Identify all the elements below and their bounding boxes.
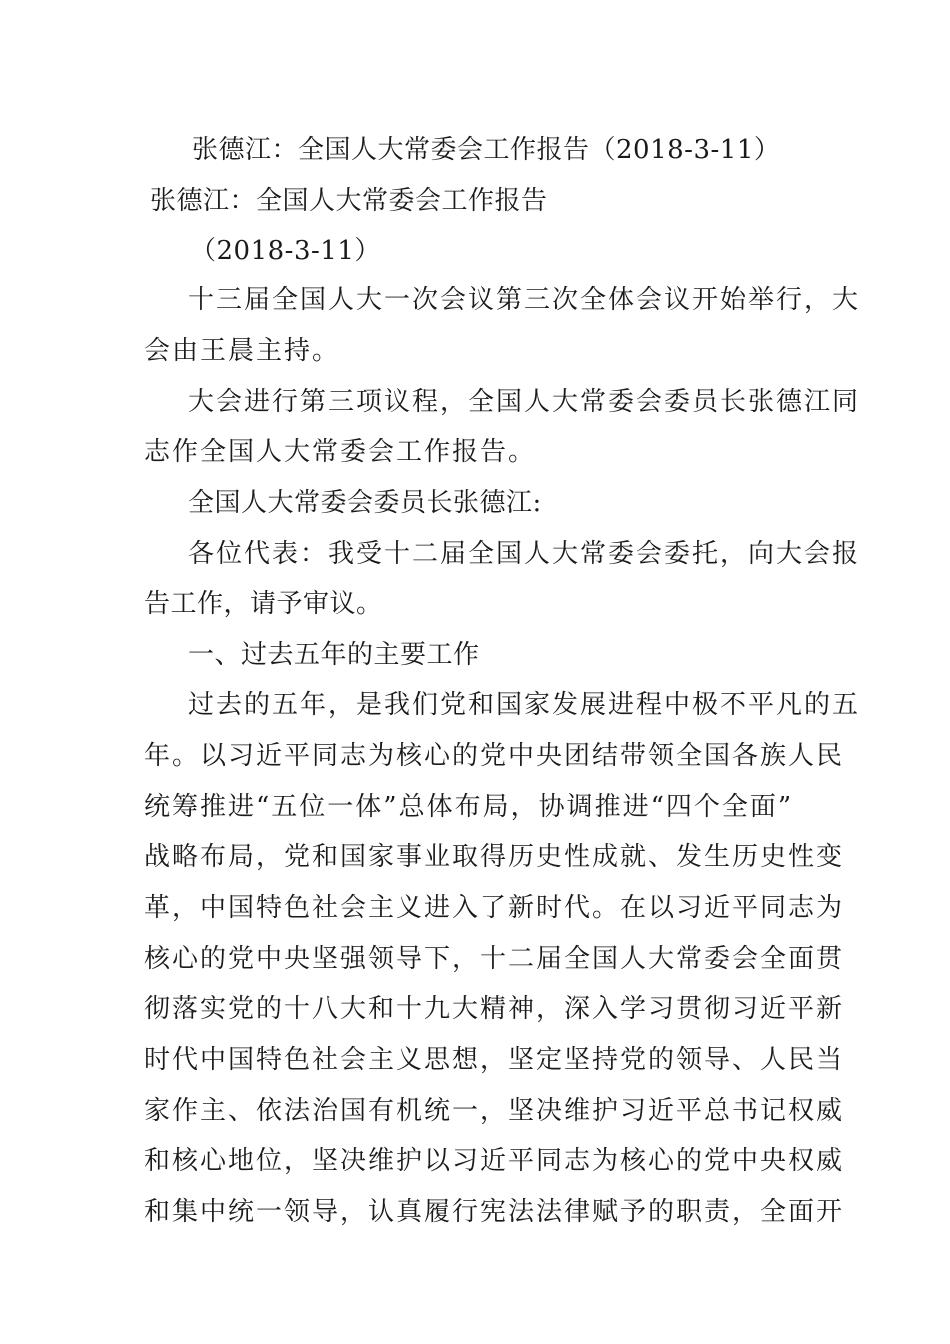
paragraph-line: 战略布局，党和国家事业取得历史性成就、发生历史性变 <box>144 842 845 872</box>
paragraph-line: 大会进行第三项议程，全国人大常委会委员长张德江同 <box>188 387 861 417</box>
paragraph-line: 告工作，请予审议。 <box>144 589 383 619</box>
paragraph-line: 家作主、依法治国有机统一，坚决维护习近平总书记权威 <box>144 1096 845 1126</box>
paragraph-line: 过去的五年，是我们党和国家发展进程中极不平凡的五 <box>188 690 861 720</box>
paragraph-line: 时代中国特色社会主义思想，坚定坚持党的领导、人民当 <box>144 1045 845 1075</box>
document-title-line: 张德江：全国人大常委会工作报告（2018-3-11） <box>192 135 781 165</box>
paragraph-line: 年。以习近平同志为核心的党中央团结带领全国各族人民 <box>144 741 845 771</box>
paragraph-line: 志作全国人大常委会工作报告。 <box>144 437 537 467</box>
paragraph-line: 各位代表：我受十二届全国人大常委会委托，向大会报 <box>188 539 861 569</box>
paragraph-line: 革，中国特色社会主义进入了新时代。在以习近平同志为 <box>144 893 845 923</box>
paragraph-line: 和核心地位，坚决维护以习近平同志为核心的党中央权威 <box>144 1146 845 1176</box>
paragraph-line: 十三届全国人大一次会议第三次全体会议开始举行，大 <box>188 285 861 315</box>
paragraph-line: 核心的党中央坚强领导下，十二届全国人大常委会全面贯 <box>144 944 845 974</box>
paragraph-line: 和集中统一领导，认真履行宪法法律赋予的职责，全面开 <box>144 1197 845 1227</box>
paragraph-line: 会由王晨主持。 <box>144 336 341 366</box>
paragraph-line: 统筹推进“五位一体”总体布局，协调推进“四个全面” <box>144 792 794 822</box>
document-heading-date: （2018-3-11） <box>190 236 381 266</box>
paragraph-line: 彻落实党的十八大和十九大精神，深入学习贯彻习近平新 <box>144 994 845 1024</box>
document-heading: 张德江：全国人大常委会工作报告 <box>150 186 548 216</box>
paragraph-line: 全国人大常委会委员长张德江: <box>188 488 542 518</box>
section-heading: 一、过去五年的主要工作 <box>188 640 480 670</box>
